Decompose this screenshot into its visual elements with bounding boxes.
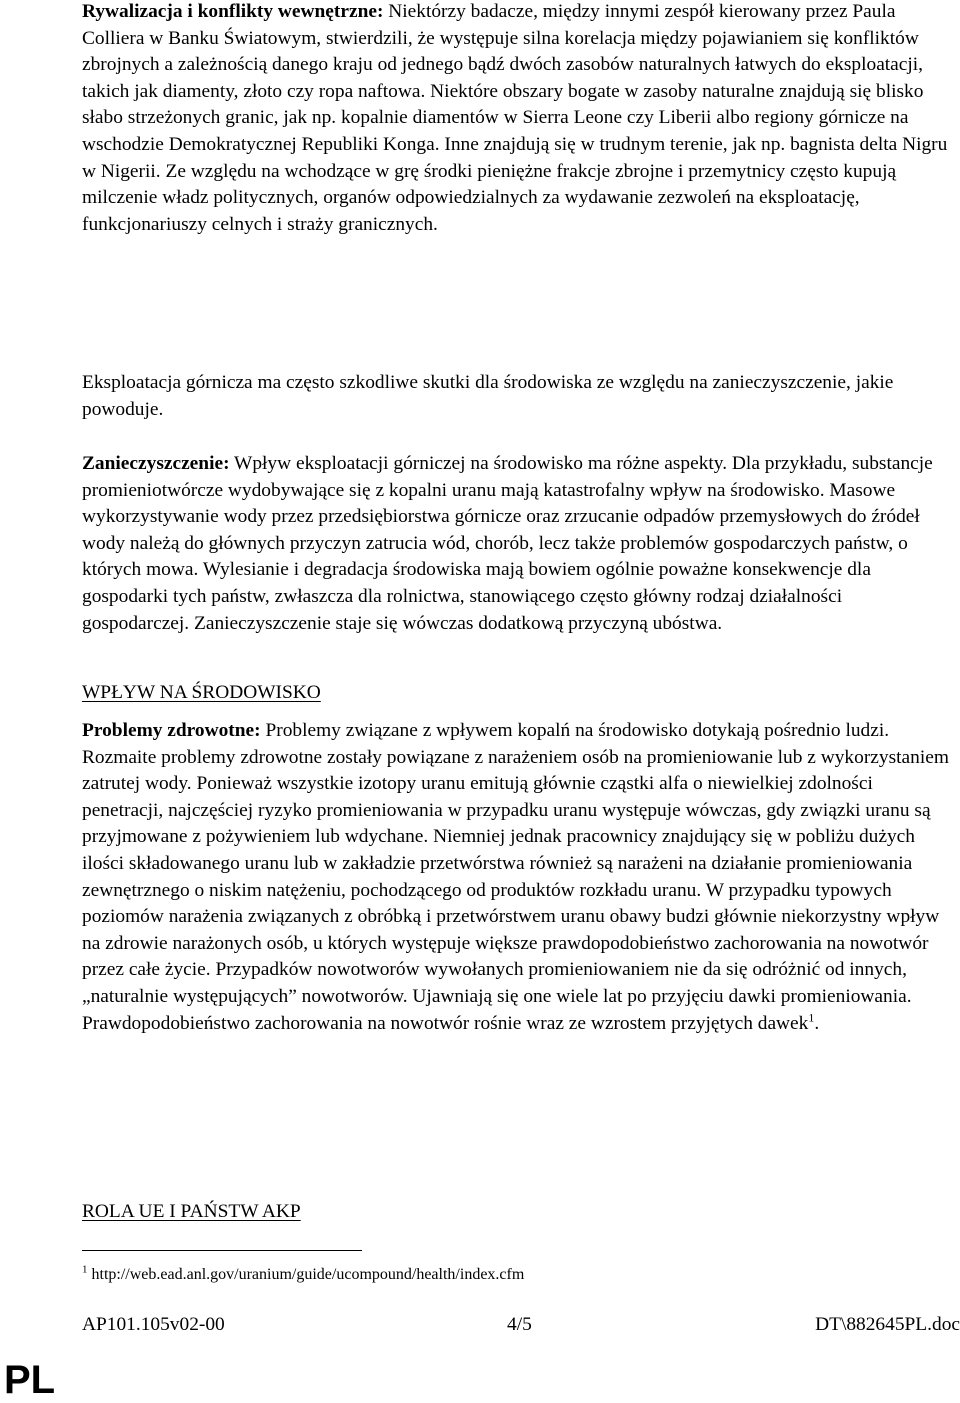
paragraph-pollution xyxy=(82,451,954,637)
section-heading-environment: WPŁYW NA ŚRODOWISKO xyxy=(82,682,321,703)
section-heading-eu-acp: ROLA UE I PAŃSTW AKP xyxy=(82,1201,301,1222)
paragraph-text: Problemy związane z wpływem kopalń na środowisko dotykają pośrednio ludzi. Rozmaite problemy zdrowotne zostały powiązane z narażeniem osób na promieniowanie lub z wykorzystaniem zatrutej wody. Ponieważ wszystkie izotopy uranu emitują głównie cząstki alfa o niewielkiej zdolności penetracji, najczęściej ryzyko promieniowania w przypadku uranu występuje wówczas, gdy związki uranu są przyjmowane z pożywieniem lub wdychane. Niemniej jednak pracownicy znajdujący się w pobliżu dużych ilości składowanego uranu lub w zakładzie przetwórstwa również są narażeni na działanie promieniowania zewnętrznego o niskim natężeniu, pochodzącego od produktów rozkładu uranu. W przypadku typowych poziomów narażenia związanych z obróbką i przetwórstwem uranu obawy budzi głównie niekorzystny wpływ na zdrowie narażonych osób, u których występuje większe prawdopodobieństwo zachorowania na nowotwór przez całe życie. Przypadków nowotworów wywołanych promieniowaniem nie da się odróżnić od innych, „naturalnie występujących” nowotworów. Ujawniają się one wiele lat po przyjęciu dawki promieniowania. Prawdopodobieństwo zachorowania na nowotwór rośnie wraz ze wzrostem przyjętych dawek xyxy=(82,720,949,1034)
paragraph-rivalry xyxy=(82,0,954,238)
paragraph-environment-intro: Eksploatacja górnicza ma często szkodliwe skutki dla środowiska ze względu na zanieczyszczenie, jakie powoduje. xyxy=(82,372,894,420)
footnote-separator xyxy=(82,1250,362,1251)
footer-page-number: 4/5 xyxy=(507,1314,532,1335)
footnote-text: http://web.ead.anl.gov/uranium/guide/ucompound/health/index.cfm xyxy=(87,1266,525,1283)
paragraph-lead: Rywalizacja i konflikty wewnętrzne: xyxy=(82,1,384,22)
paragraph-health xyxy=(82,718,954,1037)
paragraph-end: . xyxy=(814,1012,820,1034)
footnote-reference: 1 xyxy=(808,1010,815,1025)
paragraph-lead: Zanieczyszczenie: xyxy=(82,453,230,474)
language-mark: PL xyxy=(4,1358,56,1402)
paragraph-lead: Problemy zdrowotne: xyxy=(82,720,261,741)
paragraph-text: Niektórzy badacze, między innymi zespół kierowany przez Paula Colliera w Banku Światowym, stwierdzili, że występuje silna korelacja między pojawianiem się konfliktów zbrojnych a zależnością danego kraju od jednego bądź dwóch zasobów naturalnych łatwych do eksploatacji, takich jak diamenty, złoto czy ropa naftowa. Niektóre obszary bogate w zasoby naturalne znajdują się blisko słabo strzeżonych granic, jak np. kopalnie diamentów w Sierra Leone czy Liberii albo regiony górnicze na wschodzie Demokratycznej Republiki Konga. Inne znajdują się w trudnym terenie, jak np. bagnista delta Nigru w Nigerii. Ze względu na wchodzące w grę środki pieniężne frakcje zbrojne i przemytnicy często kupują milczenie władz politycznych, organów odpowiedzialnych za wydawanie zezwoleń na eksploatację, funkcjonariuszy celnych i straży granicznych. xyxy=(82,1,948,235)
footer-file-name: DT\882645PL.doc xyxy=(815,1314,960,1335)
paragraph-text: Wpływ eksploatacji górniczej na środowisko ma różne aspekty. Dla przykładu, substancje promieniotwórcze wydobywające się z kopalni uranu mają katastrofalny wpływ na środowisko. Masowe wykorzystywanie wody przez przedsiębiorstwa górnicze oraz zrzucanie odpadów przemysłowych do źródeł wody należą do głównych przyczyn zatrucia wód, chorób, lecz także problemów gospodarczych państw, o których mowa. Wylesianie i degradacja środowiska mają bowiem ogólnie poważne konsekwencje dla gospodarki tych państw, zwłaszcza dla rolnictwa, stanowiącego często główny rodzaj działalności gospodarczej. Zanieczyszczenie staje się wówczas dodatkową przyczyną ubóstwa. xyxy=(82,453,933,634)
footer-doc-code: AP101.105v02-00 xyxy=(82,1314,225,1335)
footnote xyxy=(82,1264,524,1286)
footnote-number: 1 xyxy=(82,1263,88,1276)
